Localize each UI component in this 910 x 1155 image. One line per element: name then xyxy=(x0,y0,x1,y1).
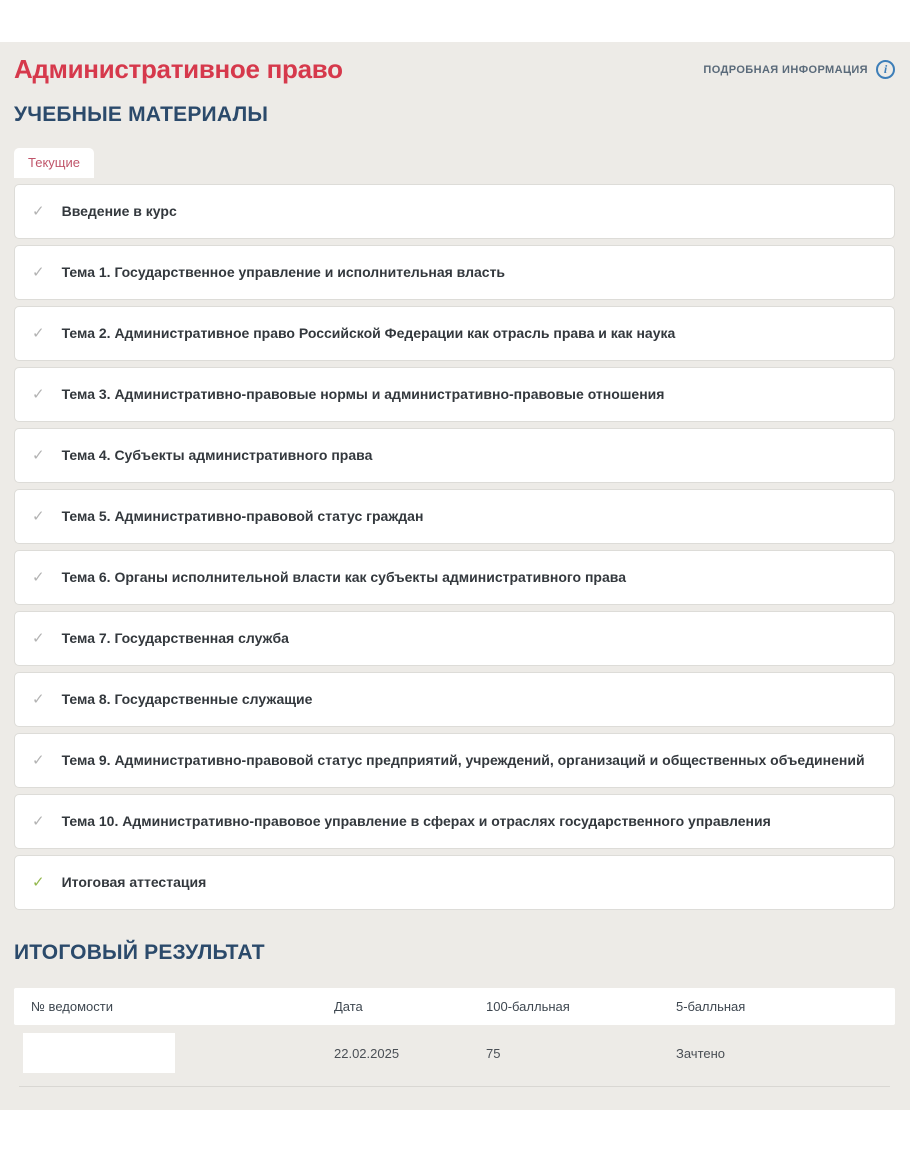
redacted-sheet-number xyxy=(23,1033,175,1073)
material-item-label: Тема 10. Административно-правовое управление в сферах и отраслях государственного управления xyxy=(61,813,771,830)
checkmark-icon: ✓ xyxy=(32,264,45,281)
materials-tab-bar xyxy=(14,148,895,178)
column-header: Дата xyxy=(334,999,363,1014)
checkmark-icon: ✓ xyxy=(32,325,45,342)
material-item-label: Тема 9. Административно-правовой статус предприятий, учреждений, организаций и общественных объединений xyxy=(61,752,865,769)
result-table xyxy=(14,988,895,1087)
material-item[interactable] xyxy=(14,733,895,788)
material-item-label: Тема 8. Государственные служащие xyxy=(61,691,313,708)
table-bottom-divider xyxy=(19,1086,890,1087)
column-header: № ведомости xyxy=(31,999,113,1014)
material-item[interactable] xyxy=(14,184,895,239)
material-item[interactable] xyxy=(14,306,895,361)
material-item[interactable] xyxy=(14,611,895,666)
tab-current[interactable]: Текущие xyxy=(14,148,94,178)
checkmark-icon: ✓ xyxy=(32,386,45,403)
checkmark-icon: ✓ xyxy=(32,691,45,708)
cell-date: 22.02.2025 xyxy=(334,1045,400,1061)
materials-list xyxy=(14,184,895,910)
checkmark-icon: ✓ xyxy=(32,508,45,525)
material-item-label: Тема 7. Государственная служба xyxy=(61,630,289,647)
material-item[interactable] xyxy=(14,855,895,910)
top-whitespace xyxy=(0,0,910,42)
checkmark-icon: ✓ xyxy=(32,752,45,769)
cell-score-100: 75 xyxy=(486,1045,501,1061)
page-title: Административное право xyxy=(14,54,343,84)
checkmark-icon: ✓ xyxy=(32,203,45,220)
column-header: 100-балльная xyxy=(486,999,570,1014)
material-item-label: Тема 6. Органы исполнительной власти как субъекты административного права xyxy=(61,569,626,586)
material-item-label: Тема 4. Субъекты административного права xyxy=(61,447,373,464)
result-table-header xyxy=(14,988,895,1025)
checkmark-icon: ✓ xyxy=(32,569,45,586)
detailed-info-link[interactable] xyxy=(703,60,895,79)
info-icon[interactable]: i xyxy=(876,60,895,79)
material-item[interactable] xyxy=(14,428,895,483)
course-page xyxy=(0,42,910,1110)
checkmark-icon: ✓ xyxy=(32,447,45,464)
material-item-label: Тема 3. Административно-правовые нормы и административно-правовые отношения xyxy=(61,386,665,403)
material-item[interactable] xyxy=(14,550,895,605)
material-item[interactable] xyxy=(14,794,895,849)
material-item-label: Тема 5. Административно-правовой статус граждан xyxy=(61,508,424,525)
result-table-row xyxy=(14,1025,895,1081)
material-item[interactable] xyxy=(14,489,895,544)
material-item[interactable] xyxy=(14,672,895,727)
result-heading: ИТОГОВЫЙ РЕЗУЛЬТАТ xyxy=(14,941,265,964)
checkmark-icon: ✓ xyxy=(32,813,45,830)
material-item-label: Введение в курс xyxy=(61,203,177,220)
material-item-label: Тема 1. Государственное управление и исполнительная власть xyxy=(61,264,506,281)
material-item[interactable] xyxy=(14,245,895,300)
checkmark-icon: ✓ xyxy=(32,874,45,891)
material-item[interactable] xyxy=(14,367,895,422)
checkmark-icon: ✓ xyxy=(32,630,45,647)
detailed-info-label: ПОДРОБНАЯ ИНФОРМАЦИЯ xyxy=(703,63,868,76)
materials-heading: УЧЕБНЫЕ МАТЕРИАЛЫ xyxy=(14,103,269,126)
material-item-label: Тема 2. Административное право Российской Федерации как отрасль права и как наука xyxy=(61,325,676,342)
cell-sheet-no xyxy=(31,1033,334,1073)
cell-score-5: Зачтено xyxy=(676,1045,726,1061)
course-header xyxy=(14,54,895,85)
column-header: 5-балльная xyxy=(676,999,746,1014)
material-item-label: Итоговая аттестация xyxy=(61,874,207,891)
